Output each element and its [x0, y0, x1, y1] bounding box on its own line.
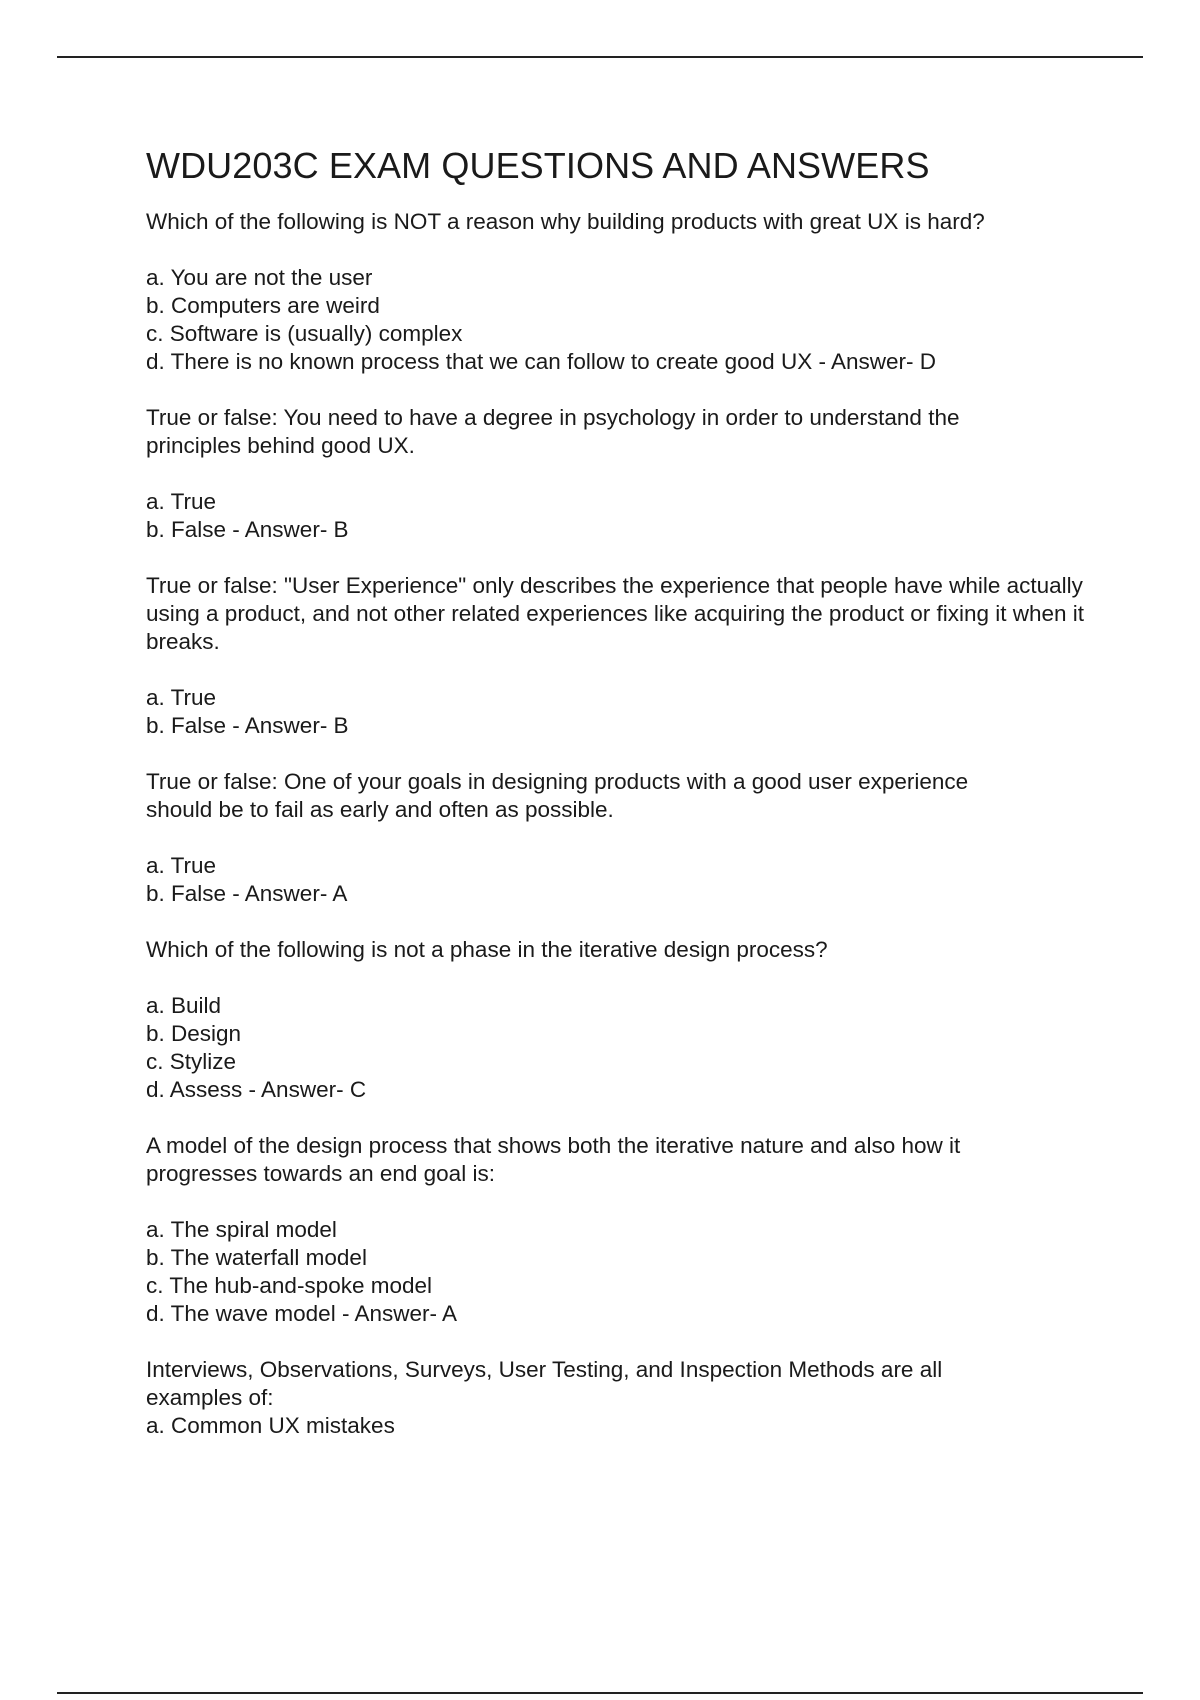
answer-options: [146, 488, 1106, 544]
answer-option: b. Design: [146, 1021, 242, 1046]
answer-options: [146, 992, 1106, 1104]
document-title: WDU203C EXAM QUESTIONS AND ANSWERS: [146, 145, 930, 186]
question-block-4: [146, 768, 1106, 908]
answer-options: [146, 1216, 1106, 1328]
answer-option: d. Assess - Answer- C: [146, 1077, 367, 1102]
question-text: True or false: "User Experience" only describes the experience that people have while actually using a product, and not other related experiences like acquiring the product or fixing it when it breaks.: [146, 573, 1085, 654]
answer-option: a. True: [146, 489, 217, 514]
question-text: True or false: One of your goals in designing products with a good user experience should be to fail as early and often as possible.: [146, 769, 969, 822]
answer-option: a. You are not the user: [146, 265, 373, 290]
answer-options: [146, 1412, 1106, 1440]
answer-option: d. There is no known process that we can follow to create good UX - Answer- D: [146, 349, 936, 374]
question-block-1: [146, 208, 1106, 376]
question-block-6: [146, 1132, 1106, 1328]
answer-option: b. False - Answer- B: [146, 713, 349, 738]
answer-option: b. False - Answer- A: [146, 881, 348, 906]
answer-option: b. The waterfall model: [146, 1245, 367, 1270]
answer-option: d. The wave model - Answer- A: [146, 1301, 457, 1326]
answer-option: c. The hub-and-spoke model: [146, 1273, 433, 1298]
question-block-7: [146, 1356, 1106, 1440]
answer-option: c. Software is (usually) complex: [146, 321, 463, 346]
answer-option: a. The spiral model: [146, 1217, 337, 1242]
answer-options: [146, 684, 1106, 740]
question-text: Interviews, Observations, Surveys, User Testing, and Inspection Methods are all examples of:: [146, 1357, 943, 1410]
bottom-rule: [57, 1692, 1143, 1694]
question-text: Which of the following is NOT a reason why building products with great UX is hard?: [146, 209, 985, 234]
question-block-2: [146, 404, 1106, 544]
top-rule: [57, 56, 1143, 58]
question-text: Which of the following is not a phase in the iterative design process?: [146, 937, 828, 962]
question-block-3: [146, 572, 1106, 740]
answer-option: a. True: [146, 685, 217, 710]
question-block-5: [146, 936, 1106, 1104]
answer-option: c. Stylize: [146, 1049, 237, 1074]
answer-options: [146, 264, 1106, 376]
answer-option: a. True: [146, 853, 217, 878]
answer-option: a. Build: [146, 993, 222, 1018]
answer-option: a. Common UX mistakes: [146, 1413, 395, 1438]
answer-option: b. False - Answer- B: [146, 517, 349, 542]
answer-options: [146, 852, 1106, 908]
document-body: [146, 142, 1106, 1468]
question-text: A model of the design process that shows both the iterative nature and also how it progresses towards an end goal is:: [146, 1133, 961, 1186]
question-text: True or false: You need to have a degree in psychology in order to understand the principles behind good UX.: [146, 405, 960, 458]
answer-option: b. Computers are weird: [146, 293, 380, 318]
